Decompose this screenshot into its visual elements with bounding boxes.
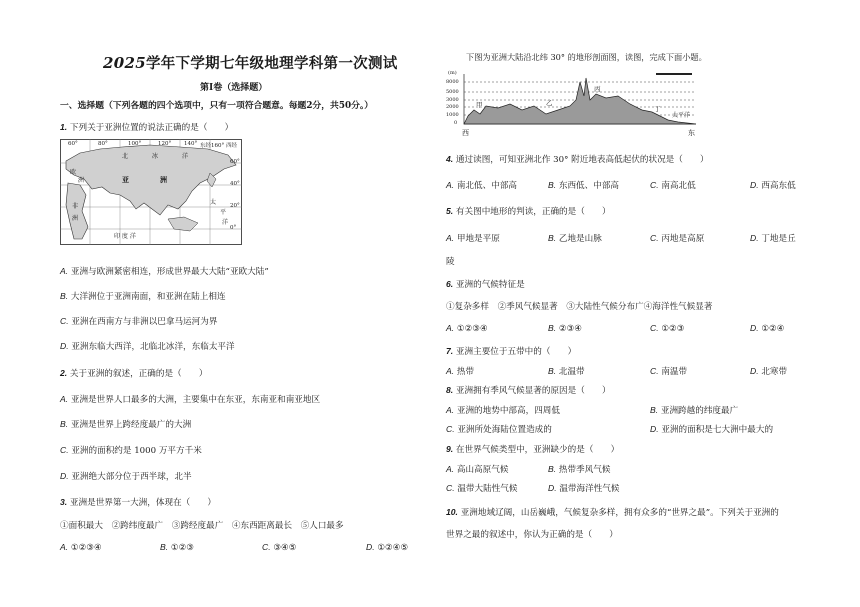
- q8-option-b[interactable]: B. 亚洲跨越的纬度最广: [650, 405, 739, 416]
- map-lon-label: 东经160°: [200, 143, 225, 149]
- terrain-profile-graphic: [446, 70, 708, 140]
- map-region-label: 平: [220, 209, 227, 216]
- q3-option-b[interactable]: B. ①②③: [160, 542, 194, 553]
- q9-option-d[interactable]: D. 温带海洋性气候: [548, 483, 620, 494]
- map-region-label: 太: [210, 199, 217, 206]
- profile-y-tick: 5000: [446, 89, 459, 95]
- q6-choices: ①复杂多样 ②季风气候显著 ③大陆性气候分布广④海洋性气候显著: [446, 302, 713, 312]
- map-lon-label: 120°: [158, 141, 172, 147]
- question-10-wrap: 世界之最的叙述中，你认为正确的是（ ）: [446, 530, 618, 540]
- map-region-label: 洲: [160, 175, 167, 184]
- q5-option-d-wrap: 陵: [446, 257, 455, 267]
- q7-option-b[interactable]: B. 北温带: [548, 366, 585, 377]
- profile-place-label: 乙: [546, 99, 553, 107]
- terrain-profile: [446, 70, 708, 140]
- question-3: 3. 亚洲是世界第一大洲，体现在（ ）: [60, 497, 217, 508]
- q2-option-d[interactable]: D. 亚洲绝大部分位于西半球，北半: [60, 471, 192, 482]
- q6-option-a[interactable]: A. ①②③④: [446, 323, 488, 334]
- profile-east: 东: [688, 129, 695, 137]
- q4-option-b[interactable]: B. 东西低、中部高: [548, 180, 620, 191]
- q3-option-c[interactable]: C. ③④⑤: [262, 542, 297, 553]
- question-8: 8. 亚洲拥有季风气候显著的原因是（ ）: [446, 385, 611, 396]
- q1-option-a[interactable]: A. 亚洲与欧洲紧密相连，形成世界最大大陆“亚欧大陆”: [60, 266, 269, 277]
- map-region-label: 洋: [182, 153, 189, 160]
- section-heading: 第Ⅰ卷（选择题）: [200, 83, 268, 93]
- question-4: 4. 通过读图，可知亚洲北作 30° 附近地表高低起伏的状况是（ ）: [446, 154, 709, 165]
- q4-option-c[interactable]: C. 南高北低: [650, 180, 696, 191]
- q8-option-a[interactable]: A. 亚洲的地势中部高，四周低: [446, 405, 560, 416]
- q1-option-b[interactable]: B. 大洋洲位于亚洲南面，和亚洲在陆上相连: [60, 291, 226, 302]
- q1-option-d[interactable]: D. 亚洲东临大西洋，北临北冰洋，东临太平洋: [60, 341, 235, 352]
- profile-y-tick: 2000: [446, 104, 459, 110]
- map-lon-label: 140°: [184, 141, 198, 147]
- map-lat-label: 60°: [230, 159, 240, 165]
- profile-place-label: 丙: [594, 85, 601, 93]
- q5-option-d[interactable]: D. 丁地是丘: [750, 233, 796, 244]
- profile-west: 西: [462, 129, 469, 137]
- q3-option-a[interactable]: A. ①②③④: [60, 542, 102, 553]
- profile-unit: (m): [448, 70, 457, 76]
- map-lon-label: 西经: [226, 143, 238, 149]
- q5-option-b[interactable]: B. 乙地是山脉: [548, 233, 602, 244]
- map-region-label: 亚: [122, 175, 129, 184]
- profile-y-tick: 3000: [446, 97, 459, 103]
- q2-option-b[interactable]: B. 亚洲是世界上跨经度最广的大洲: [60, 419, 192, 430]
- profile-caption: 下图为亚洲大陆沿北纬 30° 的地形剖面图，读图，完成下面小题。: [466, 52, 707, 62]
- q2-option-a[interactable]: A. 亚洲是世界人口最多的大洲，主要集中在东亚，东南亚和南亚地区: [60, 394, 321, 405]
- map-lon-label: 60°: [68, 141, 78, 147]
- map-lon-label: 100°: [128, 141, 142, 147]
- profile-place-label: 丁: [654, 105, 661, 113]
- map-lat-label: 40°: [230, 181, 240, 187]
- profile-y-tick: 8000: [446, 79, 459, 85]
- q3-choices: ①面积最大 ②跨纬度最广 ③跨经度最广 ④东西距离最长 ⑤人口最多: [60, 521, 344, 531]
- q5-option-c[interactable]: C. 丙地是高原: [650, 233, 705, 244]
- q4-option-a[interactable]: A. 南北低、中部高: [446, 180, 518, 191]
- map-lat-label: 20°: [230, 203, 240, 209]
- q9-option-a[interactable]: A. 高山高原气候: [446, 464, 509, 475]
- profile-place-label: 太平洋: [672, 112, 691, 119]
- q9-option-b[interactable]: B. 热带季风气候: [548, 464, 611, 475]
- q3-option-d[interactable]: D. ①②④⑤: [366, 542, 409, 553]
- map-region-label: 冰: [152, 153, 159, 160]
- map-region-label: 欧: [70, 169, 77, 176]
- question-10: 10. 亚洲地域辽阔，山岳巍峨，气候复杂多样，拥有众多的“世界之最”。下列关于亚洲的: [446, 507, 779, 518]
- map-region-label: 非: [72, 203, 79, 210]
- map-region-label: 洋: [222, 219, 229, 226]
- q6-option-d[interactable]: D. ①②④: [750, 323, 785, 334]
- q7-option-c[interactable]: C. 南温带: [650, 366, 688, 377]
- instructions: 一、选择题（下列各题的四个选项中，只有一项符合题意。每题2分，共50分。）: [60, 101, 374, 111]
- q8-option-c[interactable]: C. 亚洲所处海陆位置造成的: [446, 424, 552, 435]
- question-7: 7. 亚洲主要位于五带中的（ ）: [446, 346, 577, 357]
- profile-place-label: 甲: [476, 101, 483, 109]
- asia-map: [60, 139, 242, 245]
- profile-y-tick: 1000: [446, 112, 459, 118]
- map-region-label: 北: [122, 153, 129, 160]
- q6-option-c[interactable]: C. ①②③: [650, 323, 685, 334]
- map-lat-label: 0°: [230, 225, 237, 231]
- map-lon-label: 80°: [98, 141, 108, 147]
- asia-map-graphic: [60, 139, 242, 245]
- q5-option-a[interactable]: A. 甲地是平原: [446, 233, 500, 244]
- map-region-label: 洲: [72, 215, 79, 222]
- q6-option-b[interactable]: B. ②③④: [548, 323, 582, 334]
- question-6: 6. 亚洲的气候特征是: [446, 279, 525, 290]
- q4-option-d[interactable]: D. 西高东低: [750, 180, 796, 191]
- map-region-label: 洲: [78, 177, 85, 184]
- map-region-label: 印 度 洋: [114, 233, 136, 240]
- question-9: 9. 在世界气候类型中，亚洲缺少的是（ ）: [446, 444, 620, 455]
- q7-option-a[interactable]: A. 热带: [446, 366, 475, 377]
- exam-title: 2025学年下学期七年级地理学科第一次测试: [103, 54, 398, 72]
- profile-y-tick: 0: [454, 120, 458, 126]
- question-2: 2. 关于亚洲的叙述，正确的是（ ）: [60, 368, 208, 379]
- q7-option-d[interactable]: D. 北寒带: [750, 366, 788, 377]
- question-5: 5. 有关图中地形的判读，正确的是（ ）: [446, 206, 611, 217]
- q1-option-c[interactable]: C. 亚洲在西南方与非洲以巴拿马运河为界: [60, 316, 218, 327]
- question-1: 1. 下列关于亚洲位置的说法正确的是（ ）: [60, 122, 234, 133]
- q9-option-c[interactable]: C. 温带大陆性气候: [446, 483, 518, 494]
- q8-option-d[interactable]: D. 亚洲的面积是七大洲中最大的: [650, 424, 774, 435]
- q2-option-c[interactable]: C. 亚洲的面积约是 1000 万平方千米: [60, 445, 202, 456]
